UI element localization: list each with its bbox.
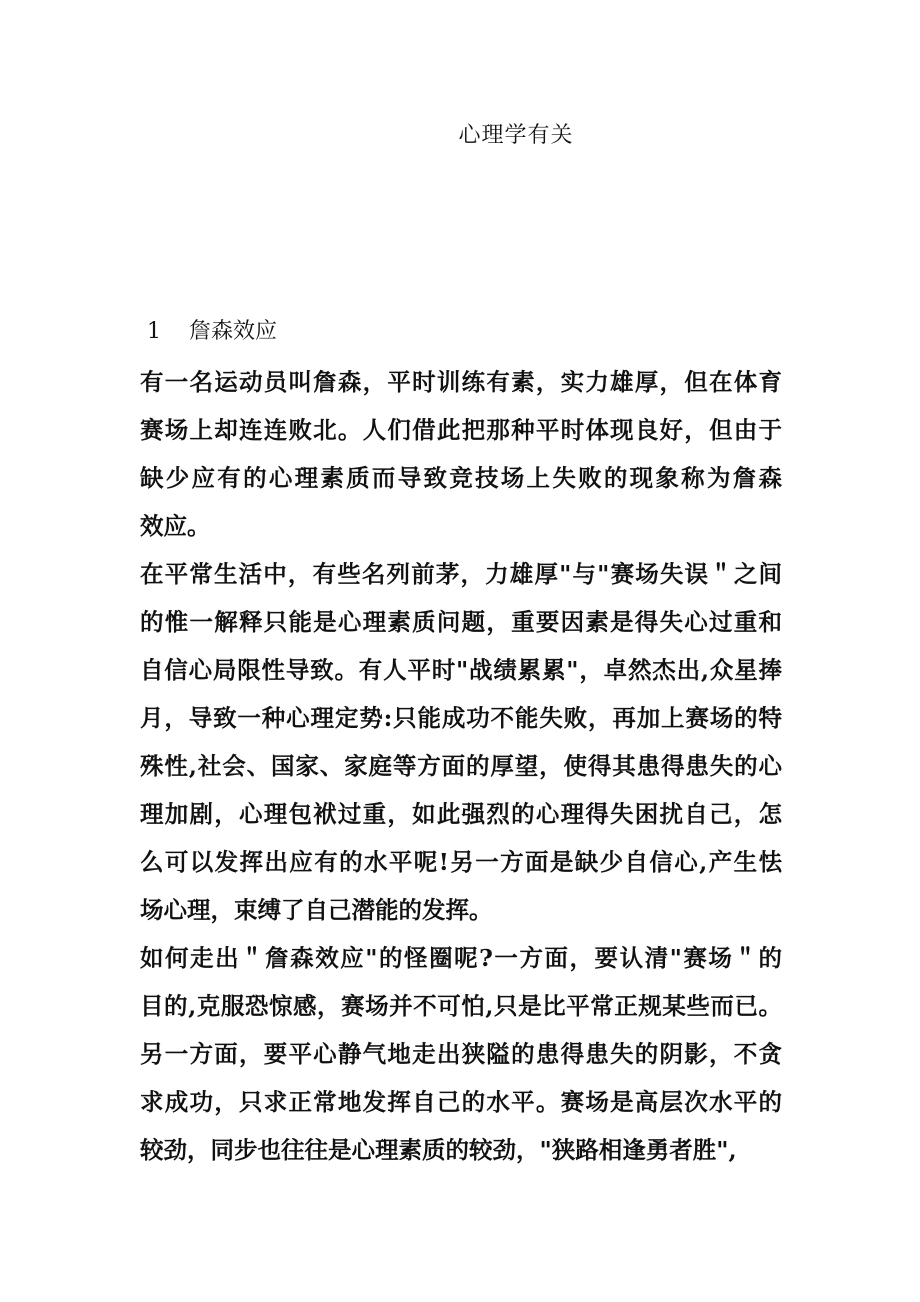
section-heading	[147, 314, 277, 350]
section-number: 1	[147, 319, 161, 344]
text-line: 缺少应有的心理素质而导致竞技场上失败的现象称为詹森	[140, 464, 782, 492]
text-line: 么可以发挥出应有的水平呢!另一方面是缺少自信心,产生怯	[140, 848, 782, 876]
text-line: 在平常生活中，有些名列前茅，力雄厚"与"赛场失误＂之间	[140, 560, 782, 588]
section-heading-text: 詹森效应	[189, 319, 278, 344]
text-line: 殊性,社会、国家、家庭等方面的厚望，使得其患得患失的心	[140, 752, 782, 780]
text-line: 场心理，束缚了自己潜能的发挥。	[140, 896, 493, 924]
text-line: 的惟一解释只能是心理素质问题，重要因素是得失心过重和	[140, 608, 782, 636]
text-line: 理加剧，心理包袱过重，如此强烈的心理得失困扰自己，怎	[140, 800, 782, 828]
text-line: 如何走出＂詹森效应"的怪圈呢?一方面，要认清"赛场＂的	[140, 944, 782, 972]
document-title: 心理学有关	[458, 123, 574, 148]
paragraph	[140, 934, 782, 1174]
text-line: 另一方面，要平心静气地走出狭隘的患得患失的阴影，不贪	[140, 1040, 782, 1068]
document-body	[140, 358, 782, 1174]
text-line: 求成功，只求正常地发挥自己的水平。赛场是高层次水平的	[140, 1088, 782, 1116]
text-line: 有一名运动员叫詹森，平时训练有素，实力雄厚，但在体育	[140, 368, 782, 396]
paragraph	[140, 550, 782, 934]
text-line: 赛场上却连连败北。人们借此把那种平时体现良好，但由于	[140, 416, 782, 444]
paragraph	[140, 358, 782, 550]
text-line: 月，导致一种心理定势:只能成功不能失败，再加上赛场的特	[140, 704, 782, 732]
text-line: 目的,克服恐惊感，赛场并不可怕,只是比平常正规某些而已。	[140, 992, 782, 1020]
text-line: 自信心局限性导致。有人平时"战绩累累"，卓然杰出,众星捧	[140, 656, 782, 684]
text-line: 效应。	[140, 512, 211, 540]
text-line: 较劲，同步也往往是心理素质的较劲，"狭路相逢勇者胜",	[140, 1136, 737, 1164]
